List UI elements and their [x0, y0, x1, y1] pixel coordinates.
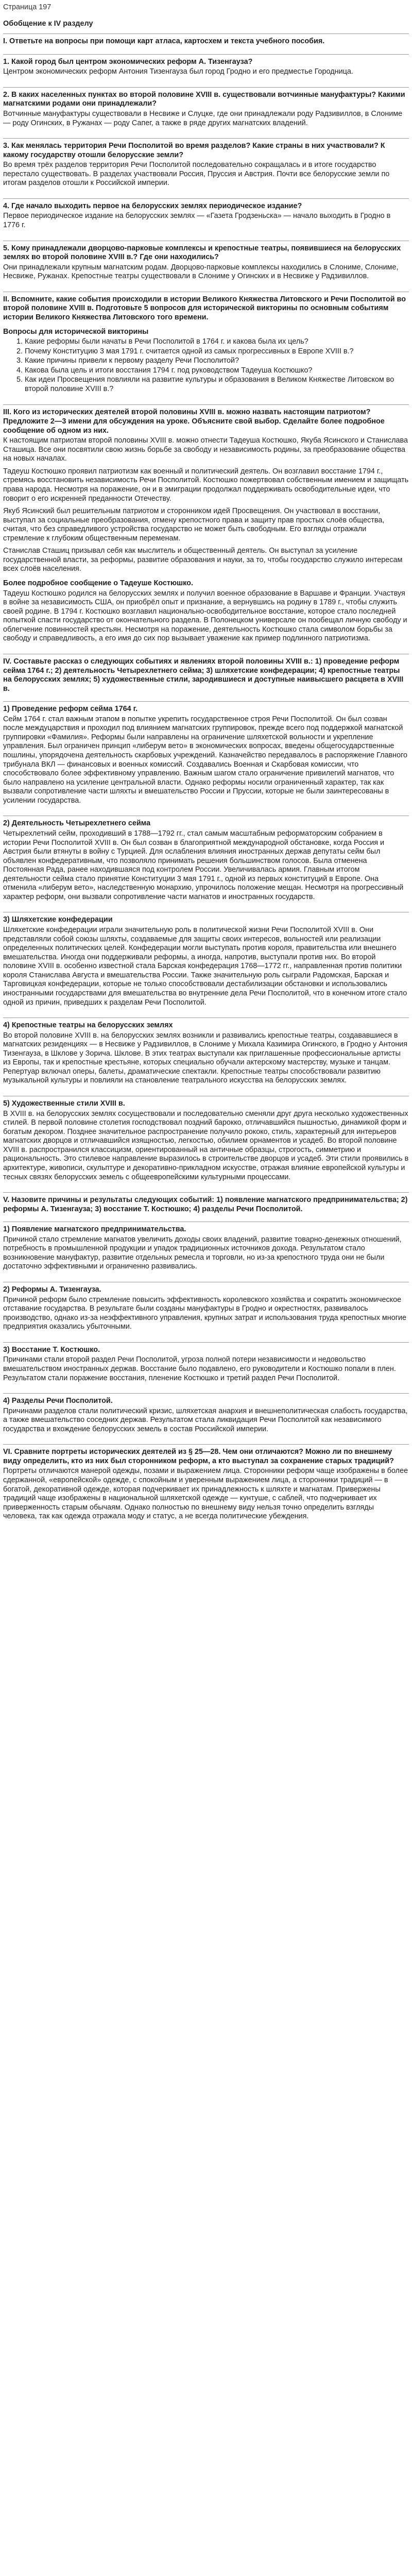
answer-section [3, 1018, 409, 1091]
answer-paragraph: Тадеуш Костюшко родился на белорусских землях и получил военное образование в Варшаве и Франции. Участвуя в войне за независимость США, он приобрёл опыт и признание, а вернувшись на родину в 1789 г., чтобы служить своей родине. В 1794 г. Костюшко возглавил национально-освободительное восстание, которое стало последней попыткой спасти государство от окончательного раздела. В Полонецком универсале он пообещал личную свободу и облегчение повинностей крестьян. Несмотря на поражение, деятельность Костюшко стала символом борьбы за свободу и справедливость, а его имя до сих пор вызывает уважение как пример подлинного патриотизма. [3, 589, 407, 643]
question-heading: 4) Крепостные театры на белорусских землях [3, 1021, 173, 1030]
subheading: Более подробное сообщение о Тадеуше Костюшко. [3, 579, 193, 587]
section-divider [3, 138, 409, 139]
answer-paragraph: Четырехлетний сейм, проходивший в 1788—1792 гг., стал самым масштабным реформаторским собранием в истории Речи Посполитой XVIII в. Он был созван в благоприятной международной обстановке, когда Россия и Австрия были втянуты в войну с Турцией. Для ослабления влияния иностранных держав депутаты сейм был объявлен конфедеративным, что позволяло принимать решения большинством голосов. Была отменена Постоянная Рада, ранее находившаяся под контролем России. Увеличивалась армия. Главным итогом деятельности сейма стало принятие Конституции 3 мая 1791 г., одной из первых конституций в Европе. Она отменила «либерум вето», наследственную монархию, упрочилось положение мещан. Несмотря на прогрессивный характер реформ, они вызвали сопротивление части магнатов и иностранных государств. [3, 829, 404, 901]
question-heading: 3. Как менялась территория Речи Посполитой во время разделов? Какие страны в них участвовали? К какому государству отошли белорусские земли? [3, 142, 385, 159]
answer-paragraph: Тадеуш Костюшко проявил патриотизм как военный и политический деятель. Он возглавил восстание 1794 г., стремясь восстановить независимость Речи Посполитой. Костюшко пожертвовал собственным имением и защищать права народа. Несмотря на поражение, он и в эмиграции продолжал поддерживать освободительные идеи, что говорит о его искренней преданности Отечеству. [3, 467, 409, 503]
quiz-question: 4. Какова была цель и итоги восстания 1794 г. под руководством Тадеуша Костюшко? [25, 366, 409, 376]
question-heading: IV. Составьте рассказ о следующих событиях и явлениях второй половины XVIII в.: 1) проведение реформ сейма 1764 г.; 2) деятельность Четырехлетнего сейма; 3) шляхетские конфедерации; 4) крепостные театры на белорусских землях; 5) художественные стили, зародившиеся и доступные наивысшего расцвета в XVIII в. [3, 657, 404, 693]
section-divider [3, 1192, 409, 1193]
answer-section [3, 1393, 409, 1439]
answer-paragraph: Причиной реформ было стремление повысить эффективность королевского хозяйства и сократить экономическое отставание государства. В результате были созданы мануфактуры в Гродно и окрестностях, развивалось производство, однако из-за неэффективного управления, крупных затрат и использования труда крепостных многие предприятия оказались убыточными. [3, 1295, 407, 1331]
answer-section [3, 816, 409, 907]
answer-section [3, 87, 409, 133]
section-divider [3, 404, 409, 405]
sections-container [3, 33, 409, 1527]
answer-paragraph: Во второй половине XVIII в. на белорусских землях возникли и развивались крепостные театры, создававшиеся в магнатских резиденциях — в Несвиже у Радзивиллов, в Слониме у Михала Казимира Огинского, в Гродно у Антония Тизенгауза, в Шклове у Зорича. Шклове. В этих театрах выступали как приглашенные профессиональные артисты из Европы, так и крепостные крестьяне, которых специально обучали актерскому мастерству, музыке и танцам. Репертуар включал оперы, балеты, драматические спектакли. Крепостные театры способствовали развитию музыкальной культуры и повлияли на становление театрального искусства на белорусских землях. [3, 1031, 408, 1085]
question-heading: 2) Деятельность Четырехлетнего сейма [3, 819, 151, 828]
quiz-question: 3. Какие причины привели к первому разделу Речи Посполитой? [25, 357, 409, 366]
answer-paragraph: Первое периодическое издание на белорусских землях — «Газета Гродзеньска» — начало выходить в Гродно в 1776 г. [3, 212, 391, 229]
question-heading: 1. Какой город был центром экономических реформ А. Тизенгауза? [3, 57, 253, 66]
answer-section [3, 54, 409, 82]
answer-paragraph: Станислав Сташиц призывал себя как мыслитель и общественный деятель. Он выступал за усиление государственной власти, за реформы, развитие образования и науки, за то, чтобы государство служило интересам всех слоёв населения. [3, 547, 403, 573]
answer-paragraph: Сейм 1764 г. стал важным этапом в попытке укрепить государственное строя Речи Посполитой. Он был созван после междуцарствия и проходил под влиянием магнатских группировок, прежде всего под поддержкой магнатской группировки «Фамилия». Реформы были направлены на ограничение шляхетской вольности и укрепление управления. Был ограничен принцип «либерум вето» в экономических вопросах, введены общегосударственные пошлины, упорядочена деятельность скарбовых учреждений. Казначейство передавалось в распоряжение Главного трибунала ВКЛ — финансовых и военных комиссий. Создавались Военная и Скарбовая комиссии, что способствовало более эффективному управлению. Важным шагом стало ограничение привилегий магнатов, что было направлено на усиление центральной власти. Однако реформы носили ограниченный характер, так как вызвали сопротивление части шляхты и вмешательство России и Пруссии, которые не были заинтересованы в усилении государства. [3, 715, 408, 805]
question-heading: III. Кого из исторических деятелей второй половины XVIII в. можно назвать настоящим патриотом? Предложите 2—3 имени для обсуждения на уроке. Объясните свой выбор. Сделайте более подробное сообщение об одном из них. [3, 408, 385, 435]
answer-paragraph: Причиной стало стремление магнатов увеличить доходы своих владений, развитие товарно-денежных отношений, потребность в промышленной продукции и упадок традиционных источников дохода. Результатом стало возникновение мануфактур, развитие отдельных ремесла и торговли, но из-за крепостного труда они не были достаточно эффективными и ограниченно развивались. [3, 1235, 402, 1271]
answer-paragraph: Вотчинные мануфактуры существовали в Несвиже и Слуцке, где они принадлежали роду Радзивиллов, в Слониме — роду Огинских, в Ружанах — роду Сапег, а также в ряде других магнатских владений. [3, 109, 403, 127]
answer-section [3, 1282, 409, 1337]
section-divider [3, 198, 409, 199]
answer-section [3, 292, 409, 400]
answer-section [3, 1096, 409, 1188]
section-divider [3, 1444, 409, 1445]
answer-paragraph: Причинами разделов стали политический кризис, шляхетская анархия и внешнеполитическая слабость государства, а также вмешательство соседних держав. Результатом стала ликвидация Речи Посполитой как независимого государства и вхождение белорусских земель в состав Российской империи. [3, 1406, 408, 1433]
answer-section [3, 912, 409, 1013]
question-heading: 2) Реформы А. Тизенгауза. [3, 1285, 101, 1294]
question-heading: 4. Где начало выходить первое на белорусских землях периодическое издание? [3, 201, 302, 210]
answer-section [3, 1192, 409, 1217]
quiz-question: 5. Как идеи Просвещения повлияли на развитие культуры и образования в Великом Княжестве Литовском во второй половине XVIII в.? [25, 376, 409, 394]
answer-paragraph: Они принадлежали крупным магнатским родам. Дворцово-парковые комплексы находились в Слониме, Слониме, Несвиже, Ружанах. Крепостные театры существовали в Слониме у Огинских и в Несвиже у Радзивиллов. [3, 263, 399, 281]
question-heading: I. Ответьте на вопросы при помощи карт атласа, картосхем и текста учебного пособия. [3, 37, 325, 46]
section-divider [3, 54, 409, 55]
question-heading: 4) Разделы Речи Посполитой. [3, 1397, 113, 1405]
section-divider [3, 1393, 409, 1394]
answer-paragraph: Портреты отличаются манерой одежды, позами и выражением лица. Сторонники реформ чаще изображены в более сдержанной, «европейской» одежде, с спокойным и уверенным выражением лица, а сторонники традиций — в богатой, декоративной одежде, которая подчеркивает их принадлежность к шляхте и магнатам. Привержены традиций чаще изображены в национальной шляхетской одежде — кунтуше, с саблей, что подчеркивает их приверженность старым обычаям. Однако полностью по внешнему виду нельзя точно определить взгляды человека, так как одежда отражала моду и статус, а не всегда политические убеждения. [3, 1467, 408, 1521]
quiz-question: 1. Какие реформы были начаты в Речи Посполитой в 1764 г. и какова была их цель? [25, 337, 409, 347]
answer-paragraph: К настоящим патриотам второй половины XVIII в. можно отнести Тадеуша Костюшко, Якуба Ясинского и Станислава Сташица. Все они посвятили свою жизнь борьбе за свободу и независимость родины, за преобразование общества на новых началах. [3, 436, 408, 463]
section-divider [3, 33, 409, 34]
question-heading: 5. Кому принадлежали дворцово-парковые комплексы и крепостные театры, появившиеся на белорусских землях во второй половине XVIII в.? Где они находились? [3, 244, 401, 262]
answer-section [3, 138, 409, 194]
answer-paragraph: Центром экономических реформ Антония Тизенгауза был город Гродно и его предместье Городница. [3, 67, 353, 76]
answer-paragraph: В XVIII в. на белорусских землях сосуществовали и последовательно сменяли друг друга несколько художественных стилей. В первой половине столетия господствовал поздний барокко, отличавшийся пышностью, динамикой форм и богатым декором. Позднее значительное распространение получило рококо, стиль, характерный для интерьеров магнатских дворцов и отличавшийся изящностью, легкостью, обилием орнаментов и усадеб. Во второй половине XVIII в. распространился классицизм, ориентированный на античные образцы, строгость, симметрию и рациональность. Это стилевое направление выразилось в строительстве дворцов и усадеб. Эти стили проявились в архитектуре, живописи, скульптуре и декоративно-прикладном искусстве, отражая влияние европейской культуры и тесных связях белорусских земель с общеевропейскими культурными процессами. [3, 1109, 409, 1181]
question-heading: VI. Сравните портреты исторических деятелей из § 25—28. Чем они отличаются? Можно ли по внешнему виду определить, кто из них был сторонником реформ, а кто выступал за сохранение старых традиций? [3, 1448, 394, 1465]
subheading: Вопросы для исторической викторины [3, 327, 149, 336]
answer-section [3, 198, 409, 236]
quiz-question-list [3, 337, 409, 394]
answer-section [3, 1444, 409, 1527]
question-heading: V. Назовите причины и результаты следующих событий: 1) появление магнатского предпринимательства; 2) реформы А. Тизенгауза; 3) восстание Т. Костюшко; 4) разделы Речи Посполитой. [3, 1196, 408, 1213]
answer-section [3, 1222, 409, 1277]
question-heading: 3) Восстание Т. Костюшко. [3, 1345, 100, 1354]
section-divider [3, 1342, 409, 1343]
answer-section [3, 33, 409, 49]
page-title: Обобщение к IV разделу [3, 19, 93, 28]
answer-paragraph: Якуб Ясинский был решительным патриотом и сторонником идей Просвещения. Он участвовал в восстании, выступал за социальные преобразования, отмену крепостного права и защиту прав простых слоёв общества, считая, что без справедливого устройства государство не может быть свободным. Его взгляды отражали стремление к глубоким общественным переменам. [3, 507, 385, 543]
answer-section [3, 404, 409, 649]
answer-paragraph: Во время трёх разделов территория Речи Посполитой последовательно сокращалась и в итоге государство перестало существовать. В разделах участвовали Россия, Пруссия и Австрия. Почти все белорусские земли по итогам разделов отошли к Российской империи. [3, 161, 390, 188]
section-divider [3, 701, 409, 702]
page-number: Страница 197 [3, 3, 52, 11]
question-heading: 3) Шляхетские конфедерации [3, 916, 113, 924]
question-heading: II. Вспомните, какие события происходили в истории Великого Княжества Литовского и Речи Посполитой во второй половине XVIII в. Подготовьте 5 вопросов для исторической викторины по основным событиям истории Великого Княжества Литовского того времени. [3, 295, 406, 321]
answer-section [3, 701, 409, 811]
question-heading: 1) Проведение реформ сейма 1764 г. [3, 705, 138, 714]
question-heading: 1) Появление магнатского предпринимательства. [3, 1225, 186, 1234]
question-heading: 2. В каких населенных пунктах во второй половине XVIII в. существовали вотчинные мануфактуры? Какими магнатскими родами они принадлежали? [3, 90, 405, 108]
answer-section [3, 1342, 409, 1388]
quiz-question: 2. Почему Конституцию 3 мая 1791 г. считается одной из самых прогрессивных в Европе XVIII в.? [25, 347, 409, 357]
answer-paragraph: Причинами стали второй раздел Речи Посполитой, угроза полной потери независимости и недовольство вмешательством иностранных держав. Восстание было подавлено, его руководители и Костюшко попали в плен. Результатом стали поражение восстания, пленение Костюшко и третий раздел Речи Посполитой. [3, 1355, 396, 1382]
answer-section [3, 654, 409, 697]
answer-paragraph: Шляхетские конфедерации играли значительную роль в политической жизни Речи Посполитой XVIII в. Они представляли собой союзы шляхты, создаваемые для защиты своих интересов, вольностей или реализации определенных политических целей. Конфедерации могли выступать против короля, правительства или внешнего вмешательства. Иногда они поддерживали реформы, а иногда, напротив, выступали против них. Во второй половине XVIII в. особенно известной стала Барская конфедерация 1768—1772 гг., направленная против политики короля Станислава Августа и вмешательства России. Также значительную роль сыграли Радомская, Барская и Тарговицкая конфедерации, которые не только способствовали дестабилизации обстановки и использовались иностранными государствами для вмешательства во внутренние дела Речи Посполитой, что в конечном итоге стало одной из причин, приведших к разделам Речи Посполитой. [3, 926, 407, 1007]
section-divider [3, 87, 409, 88]
answer-section [3, 241, 409, 287]
question-heading: 5) Художественные стили XVIII в. [3, 1099, 125, 1108]
